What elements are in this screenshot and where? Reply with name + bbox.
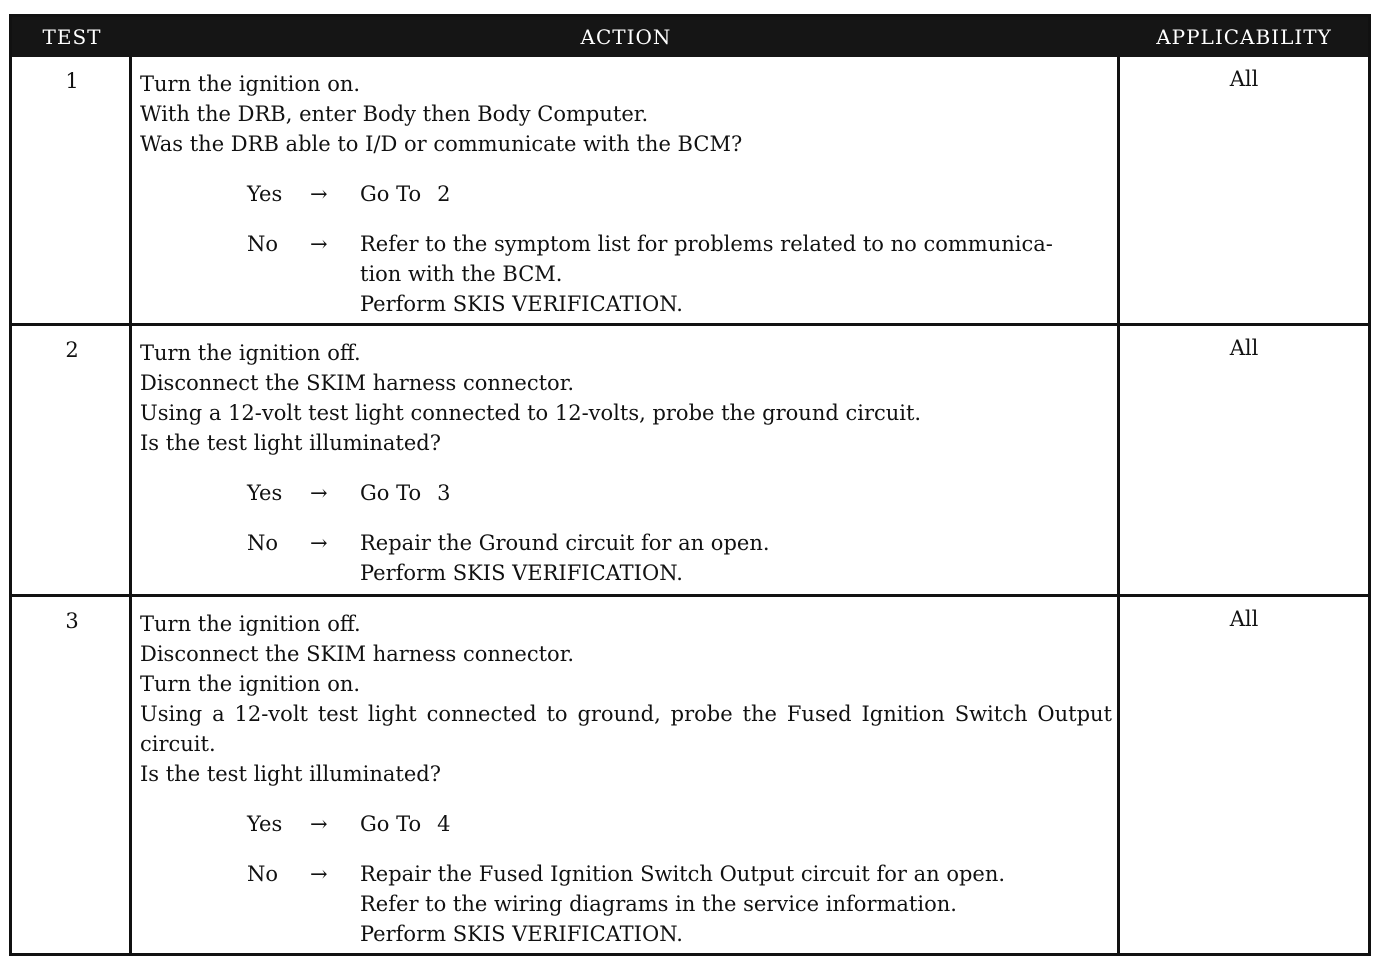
test-number: 3 <box>65 609 79 633</box>
no-result-line: Perform SKIS VERIFICATION. <box>360 922 683 946</box>
action-step: Turn the ignition on. <box>140 672 361 696</box>
applicability-value: All <box>1229 336 1259 360</box>
yes-branch <box>140 478 1112 508</box>
action-step: Was the DRB able to I/D or communicate with the BCM? <box>140 132 743 156</box>
arrow-icon: → <box>310 862 328 886</box>
header-action: ACTION <box>580 25 672 49</box>
action-step: With the DRB, enter Body then Body Computer. <box>140 102 649 126</box>
no-result-line: tion with the BCM. <box>360 262 563 286</box>
goto-number: 4 <box>437 812 451 836</box>
table-row <box>12 597 1368 953</box>
arrow-icon: → <box>310 481 328 505</box>
action-cell <box>140 609 1112 949</box>
diagnostic-table <box>9 14 1371 956</box>
goto-text: Go To <box>360 812 422 836</box>
no-result-line: Repair the Fused Ignition Switch Output circuit for an open. <box>360 862 1006 886</box>
header-applicability: APPLICABILITY <box>1156 25 1332 49</box>
goto-number: 2 <box>437 182 451 206</box>
table-header <box>12 17 1368 57</box>
no-result-line: Repair the Ground circuit for an open. <box>360 531 770 555</box>
goto-text: Go To <box>360 182 422 206</box>
no-result-line: Perform SKIS VERIFICATION. <box>360 292 683 316</box>
no-branch <box>140 229 1112 319</box>
table-row <box>12 326 1368 594</box>
applicability-value: All <box>1229 67 1259 91</box>
arrow-icon: → <box>310 232 328 256</box>
yes-branch <box>140 809 1112 839</box>
action-step: Disconnect the SKIM harness connector. <box>140 642 575 666</box>
yes-label: Yes <box>247 182 283 206</box>
action-cell <box>140 69 1112 319</box>
test-number: 1 <box>65 69 79 93</box>
arrow-icon: → <box>310 812 328 836</box>
yes-label: Yes <box>247 481 283 505</box>
test-number: 2 <box>65 338 79 362</box>
no-branch <box>140 859 1112 949</box>
action-step: Using a 12-volt test light connected to 12-volts, probe the ground circuit. <box>140 401 922 425</box>
goto-number: 3 <box>437 481 451 505</box>
arrow-icon: → <box>310 531 328 555</box>
action-step: Using a 12-volt test light connected to ground, probe the Fused Ignition Switch Output circuit. <box>140 702 1112 756</box>
applicability-value: All <box>1229 607 1259 631</box>
no-result-line: Refer to the wiring diagrams in the service information. <box>360 892 957 916</box>
no-label: No <box>247 862 279 886</box>
no-label: No <box>247 531 279 555</box>
no-label: No <box>247 232 279 256</box>
header-test: TEST <box>42 25 102 49</box>
yes-label: Yes <box>247 812 283 836</box>
action-step: Turn the ignition off. <box>140 341 361 365</box>
arrow-icon: → <box>310 182 328 206</box>
action-step: Disconnect the SKIM harness connector. <box>140 371 575 395</box>
table-row <box>12 57 1368 323</box>
no-result-line: Refer to the symptom list for problems related to no communica- <box>360 232 1053 256</box>
action-step: Turn the ignition on. <box>140 72 361 96</box>
action-step: Turn the ignition off. <box>140 612 361 636</box>
no-branch <box>140 528 1112 588</box>
goto-text: Go To <box>360 481 422 505</box>
yes-branch <box>140 179 1112 209</box>
action-step: Is the test light illuminated? <box>140 431 442 455</box>
no-result-line: Perform SKIS VERIFICATION. <box>360 561 683 585</box>
action-cell <box>140 338 1112 588</box>
action-step: Is the test light illuminated? <box>140 762 442 786</box>
